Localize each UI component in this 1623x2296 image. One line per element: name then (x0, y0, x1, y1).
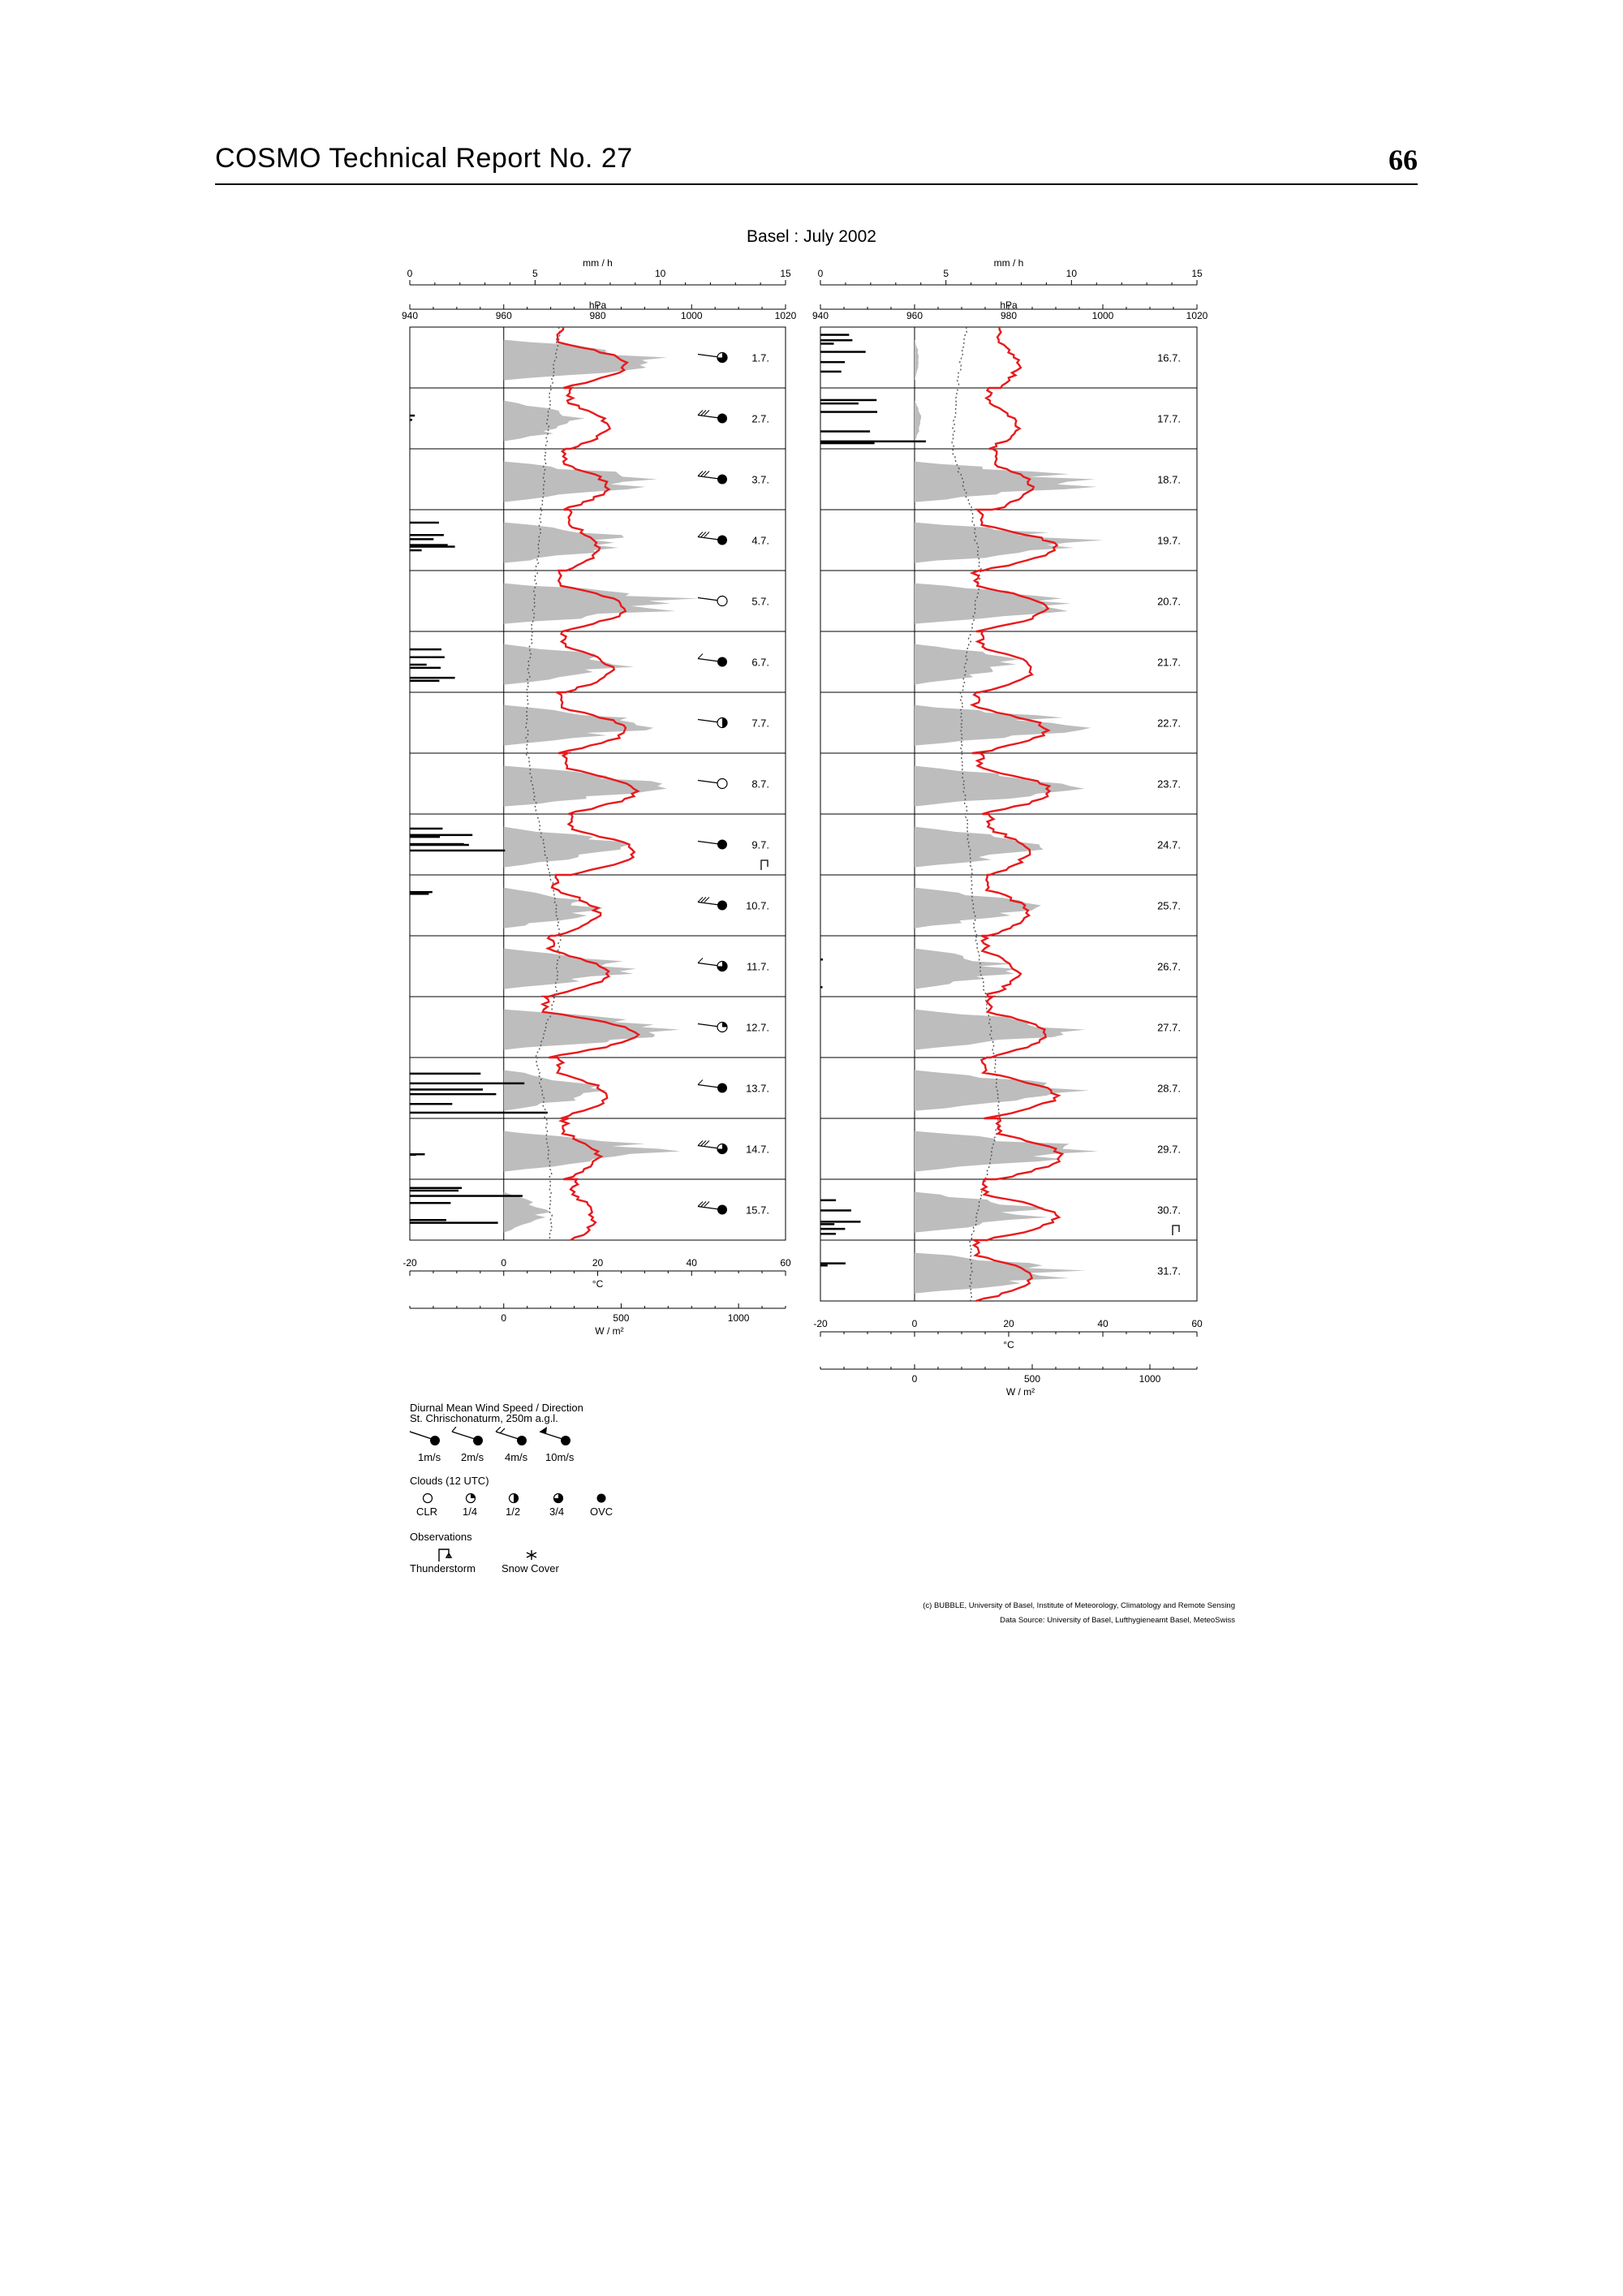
pressure-axis-label: hPa (1000, 299, 1018, 311)
precip-bar (410, 1221, 498, 1224)
precip-bar (410, 648, 441, 651)
radiation-area (504, 631, 634, 692)
pressure-tick-label: 980 (589, 310, 606, 321)
wind-barb-feather (698, 1080, 703, 1085)
radiation-axis-label: W / m² (1005, 1386, 1035, 1398)
radiation-area (915, 571, 1071, 631)
temperature-tick-label: 0 (501, 1257, 507, 1269)
day-label: 21.7. (1157, 656, 1181, 669)
precip-bar (820, 1223, 834, 1226)
legend-wind-label-2: 2m/s (461, 1451, 484, 1463)
legend-clouds-title: Clouds (12 UTC) (410, 1475, 489, 1487)
weather-symbol-icon (698, 840, 727, 850)
wind-barb-feather (698, 654, 703, 659)
day-label: 18.7. (1157, 473, 1181, 486)
day-label: 31.7. (1157, 1264, 1181, 1277)
radiation-area (504, 936, 636, 997)
precip-bar (410, 544, 448, 546)
precip-bar (820, 399, 876, 402)
precip-bar (410, 538, 433, 541)
precip-bar (820, 1209, 851, 1212)
legend-wind-barb-10-icon (540, 1427, 570, 1445)
cloud-symbol (717, 414, 727, 424)
snow-cover-icon (527, 1550, 536, 1560)
cloud-overcast-icon (597, 1494, 606, 1503)
day-label: 10.7. (746, 899, 769, 912)
precip-bar (410, 1219, 446, 1221)
weather-symbol-icon (698, 654, 727, 667)
precip-bar (820, 361, 845, 364)
radiation-area (915, 936, 1015, 997)
legend-cloud-ovc: OVC (590, 1506, 613, 1518)
day-label: 4.7. (751, 534, 769, 547)
precip-bar (410, 1202, 450, 1204)
thunderstorm-icon (439, 1549, 451, 1562)
precip-bar (410, 1073, 480, 1075)
temperature-tick-label: 40 (1097, 1318, 1109, 1329)
day-label: 20.7. (1157, 595, 1181, 608)
temperature-tick-label: 0 (911, 1318, 918, 1329)
weather-symbol-icon (698, 353, 727, 363)
cloud-three-quarter-icon (554, 1494, 563, 1503)
day-label: 29.7. (1157, 1143, 1181, 1156)
cloud-quarter-icon (467, 1494, 476, 1503)
cloud-fill (722, 718, 727, 728)
legend-cloud-symbols (410, 1492, 653, 1506)
precip-bar (410, 843, 464, 846)
legend-wind-title (410, 1402, 583, 1424)
legend-cloud-three-quarter: 3/4 (549, 1506, 565, 1518)
day-label: 22.7. (1157, 717, 1181, 730)
pressure-tick-label: 980 (1000, 310, 1018, 321)
precip-tick-label: 15 (1191, 268, 1203, 279)
credits-line2: Data Source: University of Basel, Lufthygieneamt Basel, MeteoSwiss (1000, 1616, 1235, 1625)
cloud-fill (722, 1023, 727, 1027)
legend-observation-symbols (410, 1545, 653, 1563)
day-label: 8.7. (751, 778, 769, 790)
precip-bar (820, 1200, 836, 1202)
weather-symbol-icon (698, 532, 727, 545)
legend-wind-label-10: 10m/s (545, 1451, 575, 1463)
legend-cloud-half: 1/2 (506, 1506, 521, 1518)
legend-thunderstorm-label: Thunderstorm (410, 1562, 476, 1574)
day-label: 5.7. (751, 595, 769, 608)
precip-bar (820, 403, 859, 405)
temperature-tick-label: 40 (686, 1257, 697, 1269)
precip-bar (410, 1154, 416, 1157)
precip-bar (410, 1190, 458, 1192)
legend-observations-title: Observations (410, 1531, 472, 1543)
radiation-tick-label: 1000 (1139, 1373, 1161, 1385)
legend-wind-barb-2-icon (452, 1427, 483, 1445)
day-label: 3.7. (751, 473, 769, 486)
temperature-axis-label: °C (1003, 1339, 1014, 1350)
precip-bar (410, 664, 427, 666)
pressure-tick-label: 940 (812, 310, 829, 321)
day-label: 9.7. (751, 838, 769, 851)
precip-bar (820, 411, 877, 413)
radiation-tick-label: 0 (501, 1312, 507, 1324)
pressure-tick-label: 960 (495, 310, 512, 321)
precip-bar (820, 334, 849, 336)
precip-tick-label: 0 (817, 268, 824, 279)
precip-tick-label: 10 (654, 268, 666, 279)
precip-bar (820, 986, 823, 989)
radiation-area (915, 1118, 1098, 1179)
radiation-tick-label: 1000 (727, 1312, 750, 1324)
precip-bar (820, 339, 852, 342)
page-number: 66 (1388, 144, 1418, 176)
pressure-tick-label: 960 (906, 310, 923, 321)
precip-bar (820, 342, 834, 345)
cloud-symbol (717, 536, 727, 545)
day-label: 27.7. (1157, 1021, 1181, 1034)
pressure-tick-label: 1020 (1186, 310, 1208, 321)
day-label: 2.7. (751, 412, 769, 425)
day-label: 24.7. (1157, 838, 1181, 851)
legend-cloud-clr: CLR (416, 1506, 438, 1518)
precip-bar (410, 534, 444, 536)
day-label: 26.7. (1157, 960, 1181, 973)
radiation-area (504, 753, 667, 814)
temperature-tick-label: -20 (403, 1257, 417, 1269)
precip-bar (410, 893, 428, 895)
day-label: 16.7. (1157, 351, 1181, 364)
chart-title: Basel : July 2002 (747, 227, 876, 246)
legend-cloud-quarter: 1/4 (463, 1506, 478, 1518)
precip-axis-label: mm / h (583, 257, 613, 269)
radiation-area (915, 327, 919, 388)
precip-bar (820, 1264, 828, 1267)
radiation-area (915, 631, 1019, 692)
weather-symbol-icon (698, 898, 727, 911)
radiation-area (504, 997, 680, 1058)
weather-symbol-icon (698, 472, 727, 485)
radiation-area (915, 449, 1097, 510)
weather-symbol-icon (698, 718, 727, 728)
precip-tick-label: 15 (780, 268, 791, 279)
radiation-area (915, 997, 1086, 1058)
precip-bar (410, 1103, 452, 1105)
radiation-area (504, 1179, 550, 1240)
temperature-tick-label: -20 (813, 1318, 828, 1329)
day-label: 7.7. (751, 717, 769, 730)
radiation-tick-label: 500 (613, 1312, 630, 1324)
weather-symbol-icon (698, 1023, 727, 1032)
thunderstorm-icon (1173, 1226, 1179, 1235)
precip-bar (410, 1195, 523, 1197)
radiation-area (504, 449, 657, 510)
precip-bar (410, 415, 415, 417)
precip-bar (410, 680, 439, 683)
temperature-tick-label: 20 (1003, 1318, 1014, 1329)
temperature-tick-label: 20 (592, 1257, 604, 1269)
pressure-tick-label: 940 (401, 310, 419, 321)
day-label: 30.7. (1157, 1204, 1181, 1217)
radiation-area (915, 510, 1104, 571)
pressure-tick-label: 1000 (680, 310, 703, 321)
cloud-symbol (717, 657, 727, 667)
pressure-axis-label: hPa (588, 299, 607, 311)
legend-snow-label: Snow Cover (502, 1562, 559, 1574)
pressure-tick-label: 1000 (1091, 310, 1114, 321)
cloud-symbol (717, 597, 727, 606)
cloud-symbol (717, 1083, 727, 1093)
precip-bar (820, 430, 870, 433)
legend-wind-title-line1: Diurnal Mean Wind Speed / Direction (410, 1402, 583, 1414)
radiation-area (915, 692, 1091, 753)
legend-wind-barbs (410, 1427, 653, 1451)
radiation-area (915, 1058, 1089, 1118)
wind-barb-feather (698, 958, 703, 963)
precip-bar (410, 549, 422, 552)
precip-bar (820, 1228, 845, 1230)
precip-bar (410, 677, 455, 679)
day-label: 13.7. (746, 1082, 769, 1095)
day-label: 11.7. (747, 960, 769, 973)
precip-tick-label: 5 (943, 268, 949, 279)
legend-wind-label-1: 1m/s (418, 1451, 441, 1463)
precip-bar (820, 441, 926, 443)
day-label: 25.7. (1157, 899, 1181, 912)
precip-bar (820, 958, 823, 961)
radiation-area (504, 1058, 608, 1118)
radiation-area (915, 1240, 1087, 1301)
weather-symbol-icon (698, 1080, 727, 1093)
radiation-tick-label: 500 (1023, 1373, 1041, 1385)
precip-bar (820, 351, 866, 353)
day-label: 23.7. (1157, 778, 1181, 790)
radiation-area (915, 875, 1041, 936)
weather-symbol-icon (698, 1141, 727, 1154)
weather-symbol-icon (698, 411, 727, 424)
radiation-area (504, 327, 667, 388)
weather-symbol-icon (698, 597, 727, 606)
pressure-tick-label: 1020 (774, 310, 797, 321)
radiation-area (504, 510, 624, 571)
temperature-tick-label: 60 (1191, 1318, 1203, 1329)
precip-bar (820, 442, 875, 445)
precip-bar (820, 1221, 861, 1223)
day-label: 1.7. (751, 351, 769, 364)
precip-axis-label: mm / h (993, 257, 1024, 269)
precip-bar (820, 371, 842, 373)
precip-bar (410, 522, 439, 524)
day-label: 12.7. (746, 1021, 769, 1034)
legend-wind-barb-4-icon (496, 1427, 527, 1445)
legend-wind-title-line2: St. Chrischonaturm, 250m a.g.l. (410, 1412, 558, 1424)
precip-tick-label: 5 (532, 268, 538, 279)
cloud-symbol (717, 475, 727, 485)
precip-bar (410, 1083, 524, 1085)
thunderstorm-icon (761, 860, 768, 870)
precip-bar (820, 1233, 836, 1235)
precip-bar (410, 1112, 548, 1114)
precip-tick-label: 0 (407, 268, 413, 279)
precip-bar (410, 834, 472, 837)
cloud-half-icon (510, 1494, 519, 1503)
precip-bar (410, 419, 412, 421)
weather-symbol-icon (698, 1202, 727, 1215)
precip-bar (410, 657, 445, 659)
precip-bar (410, 828, 442, 830)
day-label: 14.7. (746, 1143, 769, 1156)
legend-wind-barb-1-icon (410, 1427, 440, 1445)
cloud-symbol (717, 901, 727, 911)
precip-bar (410, 1187, 462, 1190)
cloud-symbol (717, 1205, 727, 1215)
temperature-axis-label: °C (592, 1278, 604, 1290)
cloud-symbol (717, 779, 727, 789)
day-label: 17.7. (1157, 412, 1181, 425)
legend (410, 1402, 897, 1589)
precip-bar (410, 1093, 496, 1096)
radiation-area (504, 571, 699, 631)
day-label: 6.7. (751, 656, 769, 669)
credits (923, 1599, 1235, 1628)
precip-bar (410, 1088, 483, 1091)
day-label: 19.7. (1157, 534, 1181, 547)
day-label: 28.7. (1157, 1082, 1181, 1095)
report-title: COSMO Technical Report No. 27 (215, 143, 633, 174)
cloud-clear-icon (424, 1494, 433, 1503)
radiation-area (915, 753, 1085, 814)
precip-bar (410, 836, 440, 838)
legend-wind-label-4: 4m/s (505, 1451, 528, 1463)
cloud-symbol (717, 840, 727, 850)
panel-2 (812, 257, 1208, 1398)
radiation-area (915, 388, 921, 449)
precip-bar (410, 667, 441, 670)
temperature-tick-label: 60 (780, 1257, 791, 1269)
precip-bar (820, 1262, 846, 1264)
radiation-tick-label: 0 (911, 1373, 918, 1385)
precip-bar (410, 850, 505, 852)
credits-line1: (c) BUBBLE, University of Basel, Institute of Meteorology, Climatology and Remote Sensing (923, 1601, 1235, 1610)
precip-tick-label: 10 (1065, 268, 1078, 279)
weather-symbol-icon (698, 779, 727, 789)
panel-1 (402, 257, 797, 1337)
radiation-axis-label: W / m² (595, 1325, 624, 1337)
precip-bar (410, 891, 433, 894)
day-label: 15.7. (746, 1204, 769, 1217)
weather-symbol-icon (698, 958, 727, 971)
